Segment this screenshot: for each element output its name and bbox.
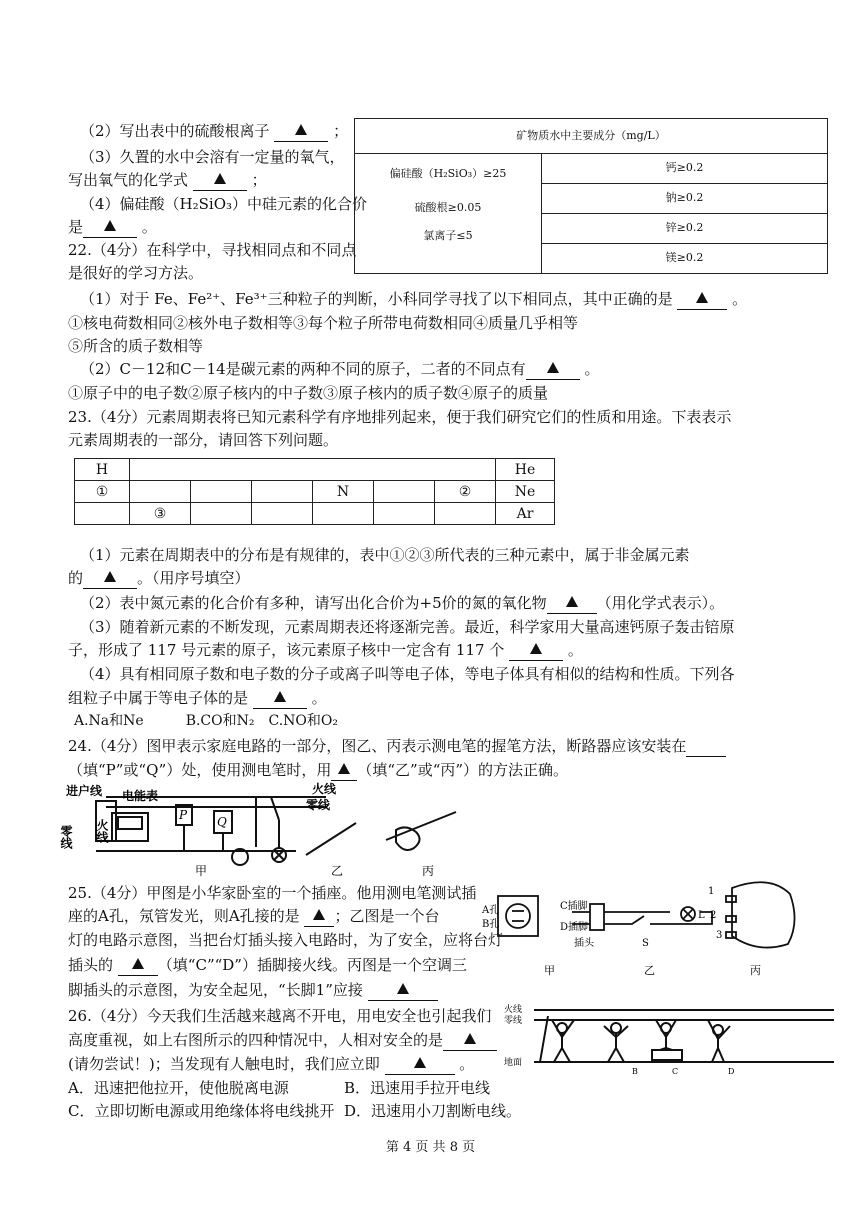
element-ar: Ar (496, 503, 555, 525)
label-entry-line: 进户线 (66, 784, 103, 798)
element-2: ② (435, 481, 496, 503)
answer-blank[interactable] (274, 121, 328, 142)
label-zero-line: 零线 (306, 798, 331, 812)
q22-part1-options: ①核电荷数相同②核外电子数相等③每个粒子所带电荷数相同④质量几乎相等 (68, 314, 579, 332)
label-c-pin: C插脚 (560, 901, 588, 912)
element-3: ③ (130, 503, 191, 525)
element-h: H (75, 459, 130, 481)
test-pen-bing-figure (376, 800, 466, 880)
mineral-water-table (354, 118, 828, 274)
label-pin-3: 3 (716, 930, 723, 941)
label-meter: 电能表 (122, 789, 159, 803)
mineral-left-item: 偏硅酸（H₂SiO₃）≥25 (389, 167, 507, 180)
answer-blank[interactable] (677, 289, 727, 310)
element-ne: Ne (496, 481, 555, 503)
label-l: L (698, 910, 705, 921)
label-bing: 丙 (750, 964, 761, 977)
label-c: C (672, 1067, 679, 1076)
label-yi: 乙 (644, 964, 655, 977)
triangle-icon (696, 292, 708, 303)
q23-part4a: （4）具有相同原子数和电子数的分子或离子叫等电子体，等电子体具有相似的结构和性质。下列各 (80, 665, 735, 683)
answer-blank[interactable] (331, 760, 357, 781)
label-jia: 甲 (544, 964, 555, 977)
electric-shock-figure (504, 1002, 836, 1076)
answer-blank[interactable] (443, 1030, 497, 1051)
q23-part1b: 的 。（用序号填空） (68, 569, 250, 587)
q22-head-a: 22.（4分）在科学中，寻找相同点和不同点 (68, 241, 357, 259)
triangle-icon (397, 983, 409, 994)
label-a-hole: A孔 (482, 905, 500, 916)
answer-blank[interactable] (368, 980, 438, 1001)
triangle-icon (214, 173, 226, 184)
answer-blank[interactable] (385, 1054, 455, 1075)
q25-line2: 座的A孔，氖管发光，则A孔接的是 ；乙图是一个台 (68, 907, 440, 925)
label-s: S (642, 938, 649, 949)
q22-part1: （1）对于 Fe、Fe²⁺、Fe³⁺三种粒子的判断，小科同学寻找了以下相同点，其中正确的是 。 (80, 290, 748, 308)
q21-part4b: 是 。 (68, 218, 157, 236)
label-yi: 乙 (331, 864, 344, 878)
answer-blank[interactable] (193, 170, 247, 191)
mineral-right-item: 钙≥0.2 (542, 153, 827, 184)
mineral-right-item: 钠≥0.2 (542, 183, 827, 214)
q23-part3b: 子，形成了 117 号元素的原子，该元素原子核中一定含有 117 个 。 (68, 641, 583, 659)
mineral-right-item: 镁≥0.2 (665, 251, 704, 264)
q24-line2: （填“P”或“Q”）处，使用测电笔时，用 （填“乙”或“丙”）的方法正确。 (68, 761, 569, 779)
answer-blank[interactable] (83, 217, 137, 238)
q22-head-b: 是很好的学习方法。 (68, 264, 204, 282)
q24-line1: 24.（4分）图甲表示家庭电路的一部分，图乙、丙表示测电笔的握笔方法，断路器应该安装在 (68, 736, 726, 757)
q25-line3: 灯的电路示意图，当把台灯插头接入电路时，为了安全，应将台灯 (68, 931, 504, 949)
triangle-icon (132, 958, 144, 969)
answer-blank[interactable] (253, 688, 307, 709)
label-q: Q (217, 815, 227, 829)
label-d: D (728, 1067, 735, 1076)
element-he: He (496, 459, 555, 481)
page-footer: 第 4 页 共 8 页 (385, 1140, 476, 1155)
q23-part4-options: A.Na和Ne B.CO和N₂ C.NO和O₂ (74, 713, 338, 729)
answer-blank[interactable] (118, 955, 158, 976)
triangle-icon (274, 691, 286, 702)
label-bing: 丙 (422, 864, 435, 878)
q25-line1: 25.（4分）甲图是小华家卧室的一个插座。他用测电笔测试插 (68, 884, 477, 902)
label-d-pin: D插脚 (560, 922, 589, 933)
q22-part2: （2）C－12和C－14是碳元素的两种不同的原子，二者的不同点有 。 (80, 360, 600, 378)
triangle-icon (414, 1057, 426, 1068)
answer-blank[interactable] (304, 906, 334, 927)
q21-part2: （2）写出表中的硫酸根离子 ； (80, 122, 349, 140)
answer-blank[interactable] (526, 359, 580, 380)
q23-part3a: （3）随着新元素的不断发现，元素周期表还将逐渐完善。最近，科学家用大量高速钙原子轰击锫原 (80, 618, 735, 636)
mineral-table-title: 矿物质水中主要成分（mg/L） (355, 119, 827, 154)
label-p: P (179, 808, 188, 822)
mineral-left-item: 氯离子≤5 (423, 229, 473, 242)
label-zero: 零线 (504, 1016, 523, 1026)
q26-line1: 26.（4分）今天我们生活越来越离不开电，用电安全也引起我们 (68, 1007, 492, 1025)
answer-blank[interactable] (686, 736, 726, 757)
triangle-icon (104, 220, 116, 231)
q23-head-b: 元素周期表的一部分，请回答下列问题。 (68, 431, 339, 449)
q23-head-a: 23.（4分）元素周期表将已知元素科学有序地排列起来，便于我们研究它们的性质和用途。下表表示 (68, 408, 732, 426)
label-pin-2: 2 (710, 910, 717, 921)
triangle-icon (338, 763, 350, 774)
q26-option-c: C．立即切断电源或用绝缘体将电线挑开 (68, 1102, 335, 1120)
q26-line2: 高度重视，如上右图所示的四种情况中，人相对安全的是 (68, 1030, 497, 1051)
label-fire-line: 火线 (312, 782, 337, 796)
element-n: N (313, 481, 374, 503)
triangle-icon (104, 571, 116, 582)
mineral-right-item: 锌≥0.2 (542, 213, 827, 244)
label-b: B (632, 1067, 638, 1076)
mineral-left-item: 硫酸根≥0.05 (414, 201, 482, 214)
periodic-table (74, 458, 555, 525)
triangle-icon (295, 124, 307, 135)
triangle-icon (313, 909, 325, 920)
q26-option-a: A．迅速把他拉开，使他脱离电源 (68, 1079, 289, 1097)
triangle-icon (464, 1033, 476, 1044)
q23-part2: （2）表中氮元素的化合价有多种，请写出化合价为+5价的氮的氧化物 （用化学式表示）。 (80, 594, 725, 612)
label-b-hole: B孔 (482, 919, 500, 930)
triangle-icon (547, 362, 559, 373)
q26-option-b: B．迅速用手拉开电线 (344, 1079, 491, 1097)
label-plug: 插头 (574, 938, 594, 949)
q22-part1-options2: ⑤所含的质子数相等 (68, 337, 204, 355)
label-fire: 火线 (504, 1005, 523, 1015)
q26-line3: (请勿尝试！)；当发现有人触电时，我们应立即 。 (68, 1055, 475, 1073)
label-jia: 甲 (195, 864, 208, 878)
q25-line5: 脚插头的示意图，为安全起见，“长脚1”应接 (68, 980, 438, 1001)
household-circuit-figure (59, 782, 366, 878)
element-1: ① (75, 481, 130, 503)
label-zero-vertical: 零线 (59, 825, 73, 849)
q22-part2-options: ①原子中的电子数②原子核内的中子数③原子核内的质子数④原子的质量 (68, 384, 549, 402)
answer-blank[interactable] (547, 593, 597, 614)
socket-plug-figure (482, 866, 802, 982)
answer-blank[interactable] (83, 568, 137, 589)
q21-part3b: 写出氧气的化学式 ； (68, 171, 267, 189)
triangle-icon (566, 596, 578, 607)
mineral-table-left (355, 153, 542, 273)
answer-blank[interactable] (509, 640, 563, 661)
label-pin-1: 1 (708, 886, 715, 897)
q23-part4b: 组粒子中属于等电子体的是 。 (68, 689, 327, 707)
q23-part1a: （1）元素在周期表中的分布是有规律的，表中①②③所代表的三种元素中，属于非金属元素 (80, 546, 690, 564)
q21-part4a: （4）偏硅酸（H₂SiO₃）中硅元素的化合价 (80, 195, 368, 213)
triangle-icon (530, 643, 542, 654)
q25-line4: 插头的 （填“C”“D”）插脚接火线。丙图是一个空调三 (68, 956, 467, 974)
label-ground: 地面 (504, 1058, 523, 1068)
q26-option-d: D．迅速用小刀割断电线。 (344, 1102, 522, 1120)
q21-part3a: （3）久置的水中会溶有一定量的氧气， (80, 148, 345, 166)
label-fire-vertical: 火线 (95, 819, 109, 843)
